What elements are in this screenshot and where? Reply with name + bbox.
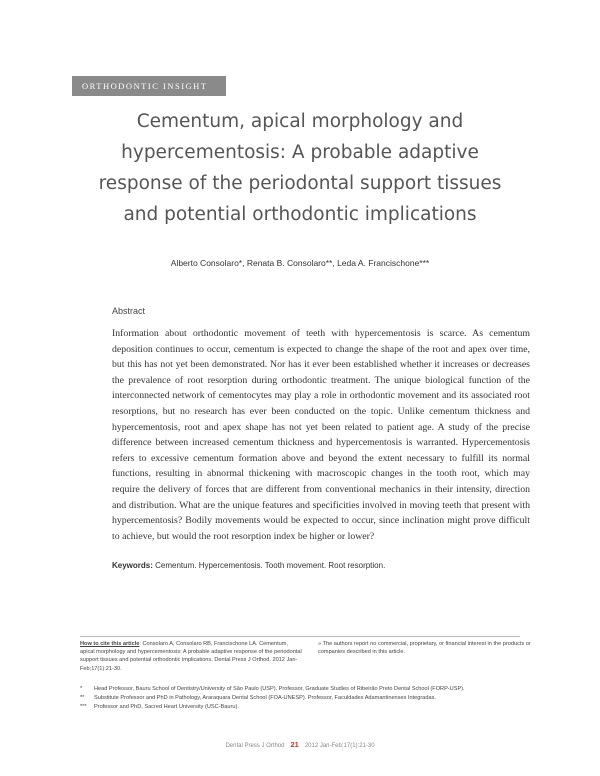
keywords-text: Cementum. Hypercementosis. Tooth movement. Root resorption. bbox=[152, 561, 386, 570]
citation-label: How to cite this article bbox=[80, 641, 140, 647]
affiliation-item bbox=[80, 694, 540, 703]
affiliation-mark: ** bbox=[80, 695, 85, 701]
article-title bbox=[90, 106, 510, 230]
title-line: response of the periodontal support tissues bbox=[98, 173, 502, 194]
title-line: and potential orthodontic implications bbox=[123, 204, 477, 225]
citation-text: : Consolaro A, Consolaro RB, Francischone LA. Cementum, apical morphology and hypercementosis: A probable adaptive response of the periodontal support tissues and potential orthodontic implications. Dental Press J Orthod. 2012 Jan-Feb;17(1):21-30. bbox=[80, 641, 302, 672]
title-line: Cementum, apical morphology and bbox=[136, 111, 464, 132]
affiliation-text: Head Professor, Bauru School of Dentistry/University of São Paulo (USP). Professor, Graduate Studies of Ribeirão Preto Dental School (FORP-USP). bbox=[94, 686, 465, 692]
affiliation-item bbox=[80, 703, 540, 712]
affiliation-item bbox=[80, 685, 540, 694]
footnote-divider bbox=[80, 636, 520, 637]
page-footer bbox=[0, 740, 600, 749]
disclosure-note: » The authors report no commercial, proprietary, or financial interest in the products or companies described in this article. bbox=[318, 641, 531, 656]
journal-name: Dental Press J Orthod bbox=[225, 743, 285, 749]
abstract-text: Information about orthodontic movement of teeth with hypercementosis is scarce. As cementum deposition continues to occur, cementum is expected to change the shape of the root and apex over time, but this has not yet been demonstrated. Nor has it ever been established whether it increases or decreases the prevalence of root resorption during orthodontic treatment. The unique biological function of the interconnected network of cementocytes may play a role in orthodontic movement and its associated root resorptions, but no research has ever been conducted on the topic. Unlike cementum thickness and hypercementosis, root and apex shape has not yet been related to patient age. A study of the precise difference between increased cementum thickness and hypercementosis is warranted. Hypercementosis refers to excessive cementum formation above and beyond the extent necessary to fulfill its normal functions, resulting in abnormal thickening with macroscopic changes in the tooth root, which may require the delivery of forces that are different from conventional mechanics in their intensity, direction and distribution. What are the unique features and specificities involved in moving teeth that present with hypercementosis? Bodily movements would be expected to occur, since inclination might prove difficult to achieve, but would the root resorption index be higher or lower? bbox=[112, 328, 530, 542]
affiliation-mark: * bbox=[80, 686, 83, 692]
issue-info: 2012 Jan-Feb;17(1):21-30 bbox=[304, 743, 375, 749]
affiliations bbox=[80, 685, 540, 712]
keywords-label: Keywords: bbox=[112, 561, 153, 570]
title-line: hypercementosis: A probable adaptive bbox=[121, 142, 479, 163]
section-tab: ORTHODONTIC INSIGHT bbox=[72, 76, 226, 96]
affiliation-mark: *** bbox=[80, 704, 87, 710]
page-number: 21 bbox=[290, 740, 299, 749]
abstract-heading: Abstract bbox=[112, 306, 146, 316]
keywords bbox=[112, 561, 530, 570]
citation-note bbox=[80, 640, 302, 673]
affiliation-text: Professor and PhD, Sacred Heart University (USC-Bauru). bbox=[94, 704, 239, 710]
affiliation-text: Substitute Professor and PhD in Pathology, Araraquara Dental School (FOA-UNESP). Professor, Faculdades Adamantinenses Integradas. bbox=[94, 695, 436, 701]
author-list: Alberto Consolaro*, Renata B. Consolaro**, Leda A. Francischone*** bbox=[170, 258, 430, 268]
